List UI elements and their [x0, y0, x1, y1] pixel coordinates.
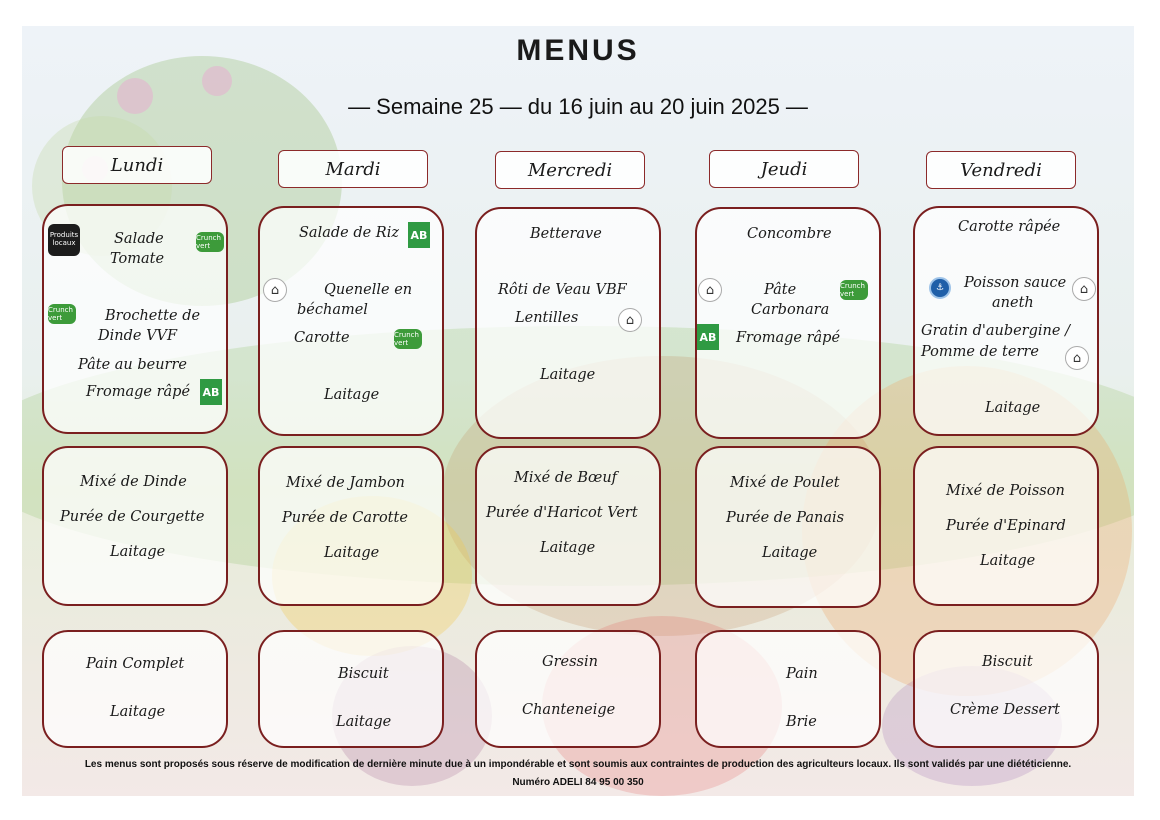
day-header-mercredi: Mercredi — [495, 151, 645, 189]
crunch-logo: Crunch vert — [840, 280, 868, 300]
footer-adeli: Numéro ADELI 84 95 00 350 — [512, 777, 644, 788]
fait-maison-icon: ⌂ — [263, 278, 287, 302]
footer-disclaimer: Les menus sont proposés sous réserve de modification de dernière minute due à un impondérable et sont soumis aux contraintes de production des agriculteurs locaux. Ils sont validés par une diététicienne. — [84, 759, 1072, 770]
menu-item: Brie — [786, 714, 817, 730]
menu-item: Carotte — [294, 330, 350, 346]
blue-label-logo: ⚓ — [929, 277, 951, 299]
menu-item: Fromage râpé — [86, 384, 191, 400]
menu-item: Laitage — [540, 540, 596, 556]
day-header-mardi: Mardi — [278, 150, 428, 188]
week-range: — Semaine 25 — du 16 juin au 20 juin 2025 — — [348, 94, 808, 119]
menu-item: Carbonara — [751, 302, 830, 318]
menu-item: Crème Dessert — [950, 702, 1060, 718]
fait-maison-icon: ⌂ — [618, 308, 642, 332]
day-header-jeudi: Jeudi — [709, 150, 859, 188]
menu-item: Mixé de Dinde — [80, 474, 187, 490]
menu-item: Carotte râpée — [958, 219, 1061, 235]
menu-item: Lentilles — [515, 310, 579, 326]
organic-ab-logo: AB — [408, 222, 430, 248]
fait-maison-icon: ⌂ — [1072, 277, 1096, 301]
fait-maison-icon: ⌂ — [1065, 346, 1089, 370]
menu-item: Fromage râpé — [736, 330, 841, 346]
menu-item: Pain — [786, 666, 818, 682]
menu-item: Laitage — [336, 714, 392, 730]
menu-item: Laitage — [540, 367, 596, 383]
menu-item: Laitage — [110, 704, 166, 720]
menu-item: Mixé de Poulet — [730, 475, 840, 491]
menu-item: Rôti de Veau VBF — [498, 282, 627, 298]
menu-item: Laitage — [324, 387, 380, 403]
menu-item: Chanteneige — [522, 702, 616, 718]
menu-item: Salade de Riz — [299, 225, 399, 241]
menu-item: Concombre — [747, 226, 832, 242]
crunch-logo: Crunch vert — [196, 232, 224, 252]
menu-item: Laitage — [980, 553, 1036, 569]
menu-item: aneth — [992, 295, 1034, 311]
menu-item: Quenelle en — [324, 282, 413, 298]
menu-item: Purée de Panais — [726, 510, 845, 526]
menu-item: Poisson sauce — [964, 275, 1067, 291]
menu-item: Dinde VVF — [98, 328, 178, 344]
menu-box-vendredi-gouter — [913, 630, 1099, 748]
menu-item: Laitage — [762, 545, 818, 561]
menu-item: Purée de Carotte — [282, 510, 408, 526]
menu-item: Mixé de Poisson — [946, 483, 1065, 499]
menu-item: Laitage — [985, 400, 1041, 416]
page-title: MENUS — [516, 34, 640, 67]
menu-item: Pomme de terre — [921, 344, 1039, 360]
menu-item: Mixé de Bœuf — [514, 470, 618, 486]
menu-item: Gratin d'aubergine / — [921, 323, 1070, 339]
organic-ab-logo: AB — [697, 324, 719, 350]
background-flower — [202, 66, 232, 96]
day-header-lundi: Lundi — [62, 146, 212, 184]
menu-item: Biscuit — [982, 654, 1033, 670]
menu-box-mercredi-gouter — [475, 630, 661, 748]
menu-item: Mixé de Jambon — [286, 475, 405, 491]
menu-item: Brochette de — [105, 308, 201, 324]
organic-ab-logo: AB — [200, 379, 222, 405]
menu-item: Betterave — [530, 226, 602, 242]
crunch-logo: Crunch vert — [394, 329, 422, 349]
menu-item: Pain Complet — [86, 656, 185, 672]
menu-item: Salade — [114, 231, 164, 247]
menu-item: Gressin — [542, 654, 598, 670]
menu-item: Laitage — [110, 544, 166, 560]
menu-item: Laitage — [324, 545, 380, 561]
day-header-vendredi: Vendredi — [926, 151, 1076, 189]
fait-maison-icon: ⌂ — [698, 278, 722, 302]
menu-item: Tomate — [110, 251, 165, 267]
menu-item: Purée d'Epinard — [946, 518, 1066, 534]
menu-item: béchamel — [297, 302, 368, 318]
crunch-logo: Crunch vert — [48, 304, 76, 324]
menu-item: Pâte au beurre — [78, 357, 188, 373]
menu-item: Purée d'Haricot Vert — [486, 505, 638, 521]
local-products-logo: Produits locaux — [48, 224, 80, 256]
menu-item: Biscuit — [338, 666, 389, 682]
menu-item: Purée de Courgette — [60, 509, 205, 525]
menu-page — [22, 26, 1134, 796]
menu-item: Pâte — [764, 282, 797, 298]
menu-box-lundi-gouter — [42, 630, 228, 748]
